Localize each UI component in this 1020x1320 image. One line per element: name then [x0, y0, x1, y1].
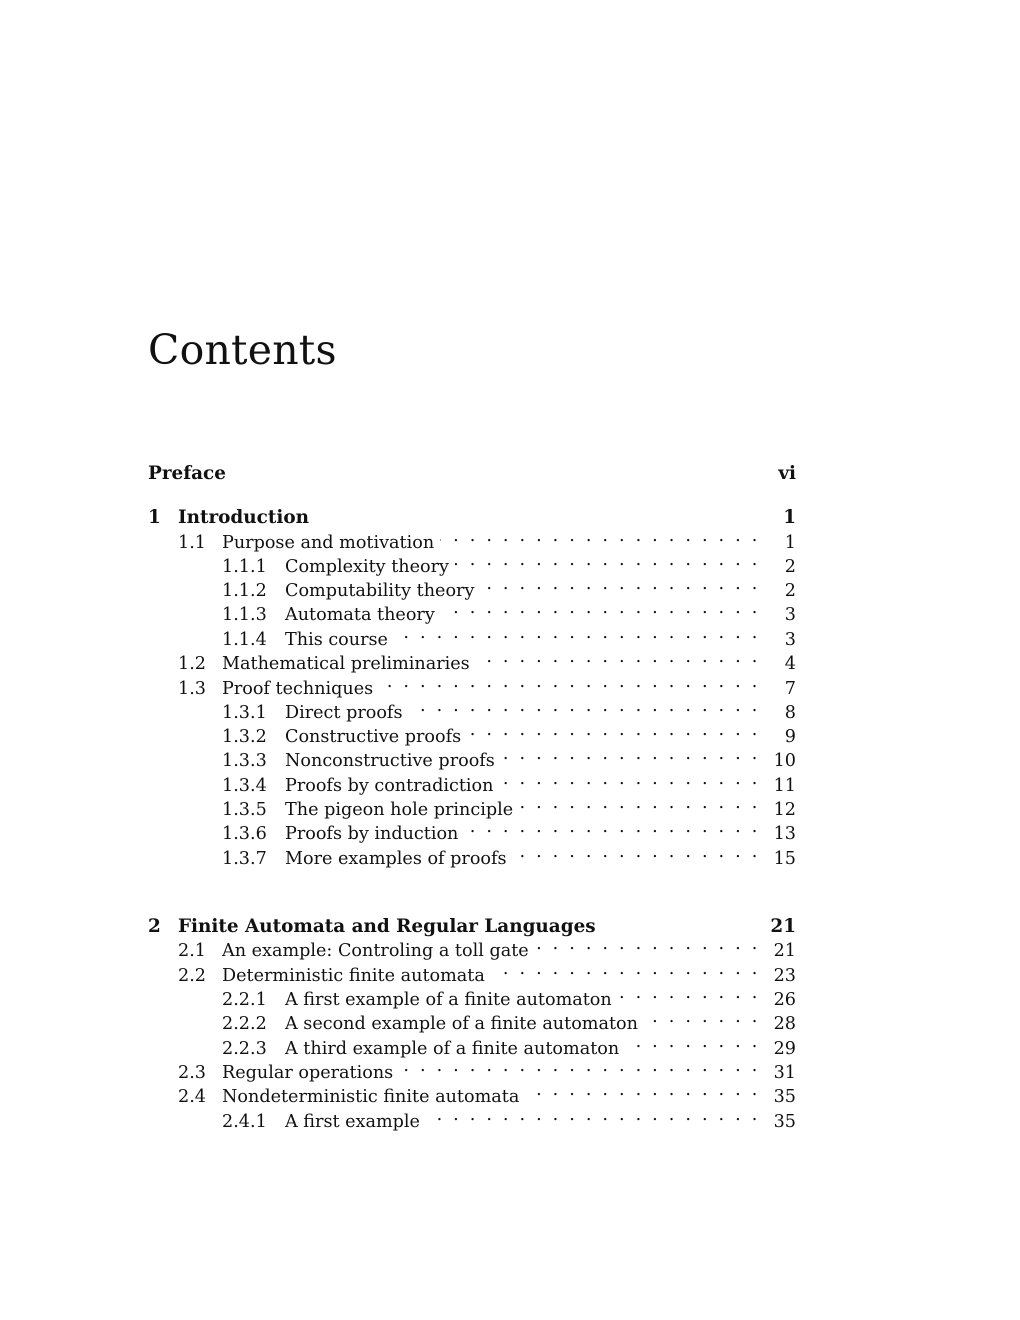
- toc-section-entry[interactable]: [148, 742, 796, 771]
- toc-section-entry[interactable]: [148, 596, 796, 625]
- toc-entry-number: 1.3.4: [222, 776, 267, 796]
- toc-entry-page-number: 10: [773, 751, 796, 771]
- toc-entry-page-number: 31: [773, 1063, 796, 1083]
- toc-section-entry[interactable]: [148, 670, 796, 699]
- toc-entry-page-number: 15: [773, 849, 796, 869]
- toc-entry-title: Nondeterministic finite automata: [222, 1087, 520, 1107]
- toc-section-entry[interactable]: [148, 621, 796, 650]
- toc-entry-page-number: 35: [773, 1112, 796, 1132]
- toc-entry-number: 1.1.3: [222, 605, 267, 625]
- toc-entry-page-number: 35: [773, 1087, 796, 1107]
- toc-entry-page-number: 21: [770, 916, 796, 937]
- toc-entry-page-number: 2: [784, 557, 796, 577]
- toc-section-entry[interactable]: [148, 957, 796, 986]
- toc-dot-leader: [602, 908, 760, 932]
- toc-entry-page-number: 21: [773, 941, 796, 961]
- toc-section-entry[interactable]: [148, 840, 796, 869]
- toc-entry-title: Complexity theory: [285, 557, 449, 577]
- toc-entry-title: Finite Automata and Regular Languages: [178, 916, 596, 937]
- toc-entry-title: More examples of proofs: [285, 849, 507, 869]
- toc-entry-title: A first example of a finite automaton: [285, 990, 612, 1010]
- toc-dot-leader: [315, 499, 760, 523]
- toc-entry-title: A second example of a finite automaton: [285, 1014, 638, 1034]
- toc-chapter-entry[interactable]: [148, 499, 796, 528]
- toc-entry-title: This course: [285, 630, 388, 650]
- toc-dot-leader: [467, 718, 760, 742]
- toc-entry-page-number: 13: [773, 824, 796, 844]
- toc-section-entry[interactable]: [148, 1054, 796, 1083]
- toc-entry-number: 2.2.3: [222, 1039, 267, 1059]
- toc-entry-title: Nonconstructive proofs: [285, 751, 495, 771]
- toc-entry-number: 2.4.1: [222, 1112, 267, 1132]
- toc-entry-title: Computability theory: [285, 581, 475, 601]
- toc-entry-page-number: 7: [784, 679, 796, 699]
- toc-section-entry[interactable]: [148, 694, 796, 723]
- toc-entry-page-number: 8: [784, 703, 796, 723]
- toc-entry-number: 1.3.7: [222, 849, 267, 869]
- toc-section-entry[interactable]: [148, 1030, 796, 1059]
- toc-section-entry[interactable]: [148, 932, 796, 961]
- toc-dot-leader: [408, 694, 760, 718]
- toc-entry-page-number: 1: [783, 507, 796, 528]
- toc-dot-leader: [476, 645, 760, 669]
- toc-entry-title: Proofs by contradiction: [285, 776, 494, 796]
- toc-dot-leader: [519, 791, 760, 815]
- toc-entry-number: 1.2: [178, 654, 206, 674]
- toc-section-entry[interactable]: [148, 981, 796, 1010]
- toc-entry-number: 1.1: [178, 533, 206, 553]
- toc-dot-leader: [618, 981, 760, 1005]
- toc-entry-title: The pigeon hole principle: [285, 800, 514, 820]
- toc-section-entry[interactable]: [148, 548, 796, 577]
- toc-entry-number: 1.3.3: [222, 751, 267, 771]
- toc-entry-title: An example: Controling a toll gate: [222, 941, 529, 961]
- toc-entry-number: 2.4: [178, 1087, 206, 1107]
- toc-entry-page-number: vi: [778, 463, 796, 484]
- toc-entry-number: 1.3.2: [222, 727, 267, 747]
- toc-entry-title: Preface: [148, 463, 226, 484]
- toc-entry-number: 1.3.5: [222, 800, 267, 820]
- toc-dot-leader: [644, 1005, 760, 1029]
- toc-section-entry[interactable]: [148, 1005, 796, 1034]
- toc-entry-title: A third example of a finite automaton: [285, 1039, 620, 1059]
- toc-entry-page-number: 3: [784, 630, 796, 650]
- toc-section-entry[interactable]: [148, 572, 796, 601]
- toc-entry-number: 2.1: [178, 941, 206, 961]
- toc-section-entry[interactable]: [148, 791, 796, 820]
- toc-dot-leader: [501, 742, 760, 766]
- toc-entry-number: 1.1.2: [222, 581, 267, 601]
- toc-dot-leader: [513, 840, 760, 864]
- toc-entry-title: A first example: [285, 1112, 420, 1132]
- toc-dot-leader: [535, 932, 760, 956]
- toc-entry-number: 2: [148, 916, 161, 937]
- toc-section-entry[interactable]: [148, 718, 796, 747]
- toc-entry-number: 2.2.1: [222, 990, 267, 1010]
- toc-entry-page-number: 3: [784, 605, 796, 625]
- toc-dot-leader: [499, 767, 760, 791]
- toc-dot-leader: [525, 1078, 760, 1102]
- toc-entry-number: 1.3.6: [222, 824, 267, 844]
- toc-entry-number: 1.1.4: [222, 630, 267, 650]
- toc-entry-title: Deterministic finite automata: [222, 966, 485, 986]
- toc-section-entry[interactable]: [148, 524, 796, 553]
- toc-section-entry[interactable]: [148, 767, 796, 796]
- toc-entry-number: 1.3: [178, 679, 206, 699]
- toc-entry-page-number: 28: [773, 1014, 796, 1034]
- toc-chapter-entry[interactable]: [148, 908, 796, 937]
- toc-entry-page-number: 26: [773, 990, 796, 1010]
- toc-dot-leader: [455, 548, 760, 572]
- toc-section-entry[interactable]: [148, 1103, 796, 1132]
- toc-entry-number: 2.2: [178, 966, 206, 986]
- toc-entry-page-number: 12: [773, 800, 796, 820]
- toc-dot-leader: [379, 670, 760, 694]
- toc-dot-leader: [394, 621, 760, 645]
- toc-entry-title: Proofs by induction: [285, 824, 459, 844]
- toc-dot-leader: [464, 815, 760, 839]
- toc-entry-page-number: 2: [784, 581, 796, 601]
- toc-entry-number: 1.3.1: [222, 703, 267, 723]
- toc-entry-page-number: 11: [773, 776, 796, 796]
- toc-entry-page-number: 29: [773, 1039, 796, 1059]
- toc-entry-number: 1.1.1: [222, 557, 267, 577]
- toc-entry-page-number: 1: [784, 533, 796, 553]
- toc-entry-number: 1: [148, 507, 161, 528]
- toc-section-entry[interactable]: [148, 815, 796, 844]
- toc-entry-title: Constructive proofs: [285, 727, 462, 747]
- toc-dot-leader: [625, 1030, 760, 1054]
- toc-dot-leader: [491, 957, 760, 981]
- toc-section-entry[interactable]: [148, 645, 796, 674]
- toc-entry-number: 2.2.2: [222, 1014, 267, 1034]
- page-title: Contents: [148, 326, 337, 374]
- toc-dot-leader: [426, 1103, 760, 1127]
- toc-section-entry[interactable]: [148, 1078, 796, 1107]
- toc-entry-title: Purpose and motivation: [222, 533, 435, 553]
- toc-entry-page-number: 23: [773, 966, 796, 986]
- toc-entry-title: Direct proofs: [285, 703, 403, 723]
- toc-entry-title: Proof techniques: [222, 679, 374, 699]
- toc-dot-leader: [440, 524, 760, 548]
- toc-entry-page-number: 9: [784, 727, 796, 747]
- toc-dot-leader: [441, 596, 760, 620]
- toc-dot-leader: [480, 572, 760, 596]
- toc-dot-leader: [399, 1054, 760, 1078]
- toc-entry-title: Automata theory: [285, 605, 435, 625]
- toc-entry-page-number: 4: [784, 654, 796, 674]
- toc-entry-title: Mathematical preliminaries: [222, 654, 470, 674]
- toc-entry-title: Introduction: [178, 507, 309, 528]
- toc-dot-leader: [232, 455, 760, 479]
- toc-entry-number: 2.3: [178, 1063, 206, 1083]
- toc-chapter-entry[interactable]: [148, 455, 796, 484]
- toc-entry-title: Regular operations: [222, 1063, 394, 1083]
